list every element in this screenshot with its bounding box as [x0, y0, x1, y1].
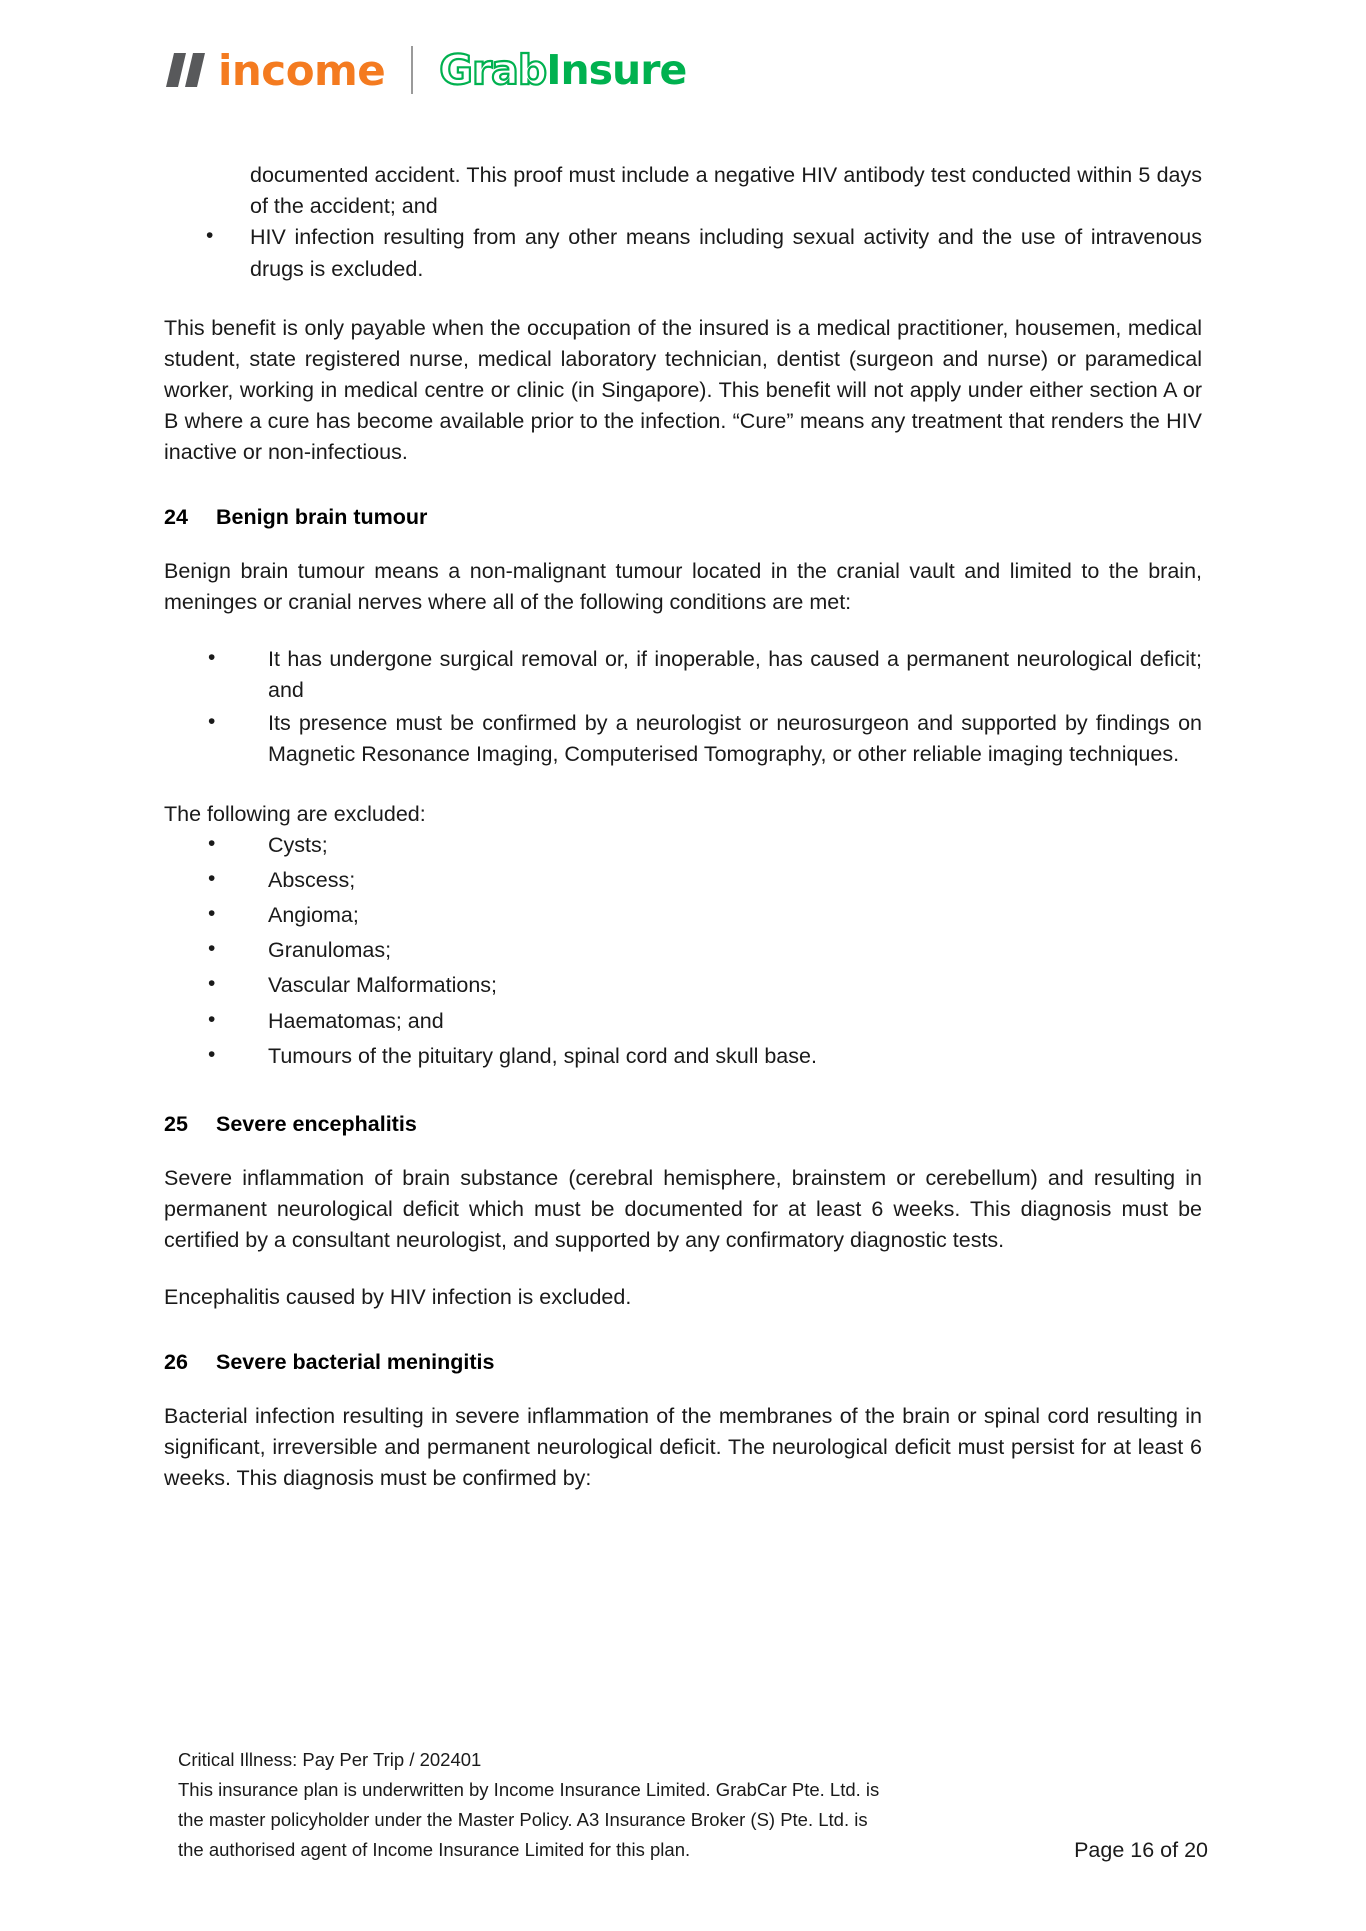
grab-wordmark: Grab	[439, 45, 547, 94]
list-item: • It has undergone surgical removal or, if inoperable, has caused a permanent neurological deficit; and	[164, 644, 1202, 706]
list-item: • HIV infection resulting from any other means including sexual activity and the use of intravenous drugs is excluded.	[164, 222, 1202, 284]
page-footer	[178, 1745, 1218, 1865]
section-24-intro: Benign brain tumour means a non-malignant tumour located in the cranial vault and limited to the brain, meninges or cranial nerves where all of the following conditions are met:	[164, 558, 1202, 614]
hiv-benefit-paragraph: This benefit is only payable when the occupation of the insured is a medical practitioner, housemen, medical student, state registered nurse, medical laboratory technician, dentist (surgeon and nurse) or paramedical worker, working in medical centre or clinic (in Singapore). This benefit will not apply under either section A or B where a cure has become available prior to the infection. “Cure” means any treatment that renders the HIV inactive or non-infectious.	[164, 315, 1202, 465]
section-25-paragraph-1: Severe inflammation of brain substance (cerebral hemisphere, brainstem or cerebellum) and resulting in permanent neurological deficit which must be documented for at least 6 weeks. This diagnosis must be certified by a consultant neurologist, and supported by any confirmatory diagnostic tests.	[164, 1165, 1202, 1253]
footer-line-4: the authorised agent of Income Insurance Limited for this plan.	[178, 1839, 691, 1861]
list-item: • Abscess;	[164, 865, 1202, 896]
list-item: • Cysts;	[164, 830, 1202, 861]
list-item: • Haematomas; and	[164, 1006, 1202, 1037]
hiv-exclusion-list	[164, 222, 1202, 284]
continued-bullet-paragraph: documented accident. This proof must include a negative HIV antibody test conducted within 5 days of the accident; and	[250, 163, 1202, 219]
continued-bullet-text	[250, 160, 1202, 222]
section-heading-25	[164, 1112, 1202, 1137]
section-25-paragraph-2: Encephalitis caused by HIV infection is excluded.	[164, 1285, 632, 1310]
list-item: • Angioma;	[164, 900, 1202, 931]
insure-wordmark: Insure	[546, 45, 687, 94]
section-number: 24	[164, 504, 188, 529]
list-item: • Vascular Malformations;	[164, 970, 1202, 1001]
list-item: • Tumours of the pituitary gland, spinal cord and skull base.	[164, 1041, 1202, 1072]
page-header	[0, 0, 1366, 140]
list-item: • Its presence must be confirmed by a neurologist or neurosurgeon and supported by findings on Magnetic Resonance Imaging, Computerised Tomography, or other reliable imaging techniques.	[164, 708, 1202, 770]
footer-line-3: the master policyholder under the Master Policy. A3 Insurance Broker (S) Pte. Ltd. is	[178, 1809, 868, 1831]
income-logo	[164, 46, 386, 95]
section-24-exclusions	[164, 830, 1202, 1072]
section-heading-26	[164, 1350, 1202, 1375]
list-item: • Granulomas;	[164, 935, 1202, 966]
page-number: Page 16 of 20	[1074, 1838, 1208, 1862]
footer-disclaimer	[178, 1745, 879, 1865]
section-title: Severe bacterial meningitis	[216, 1349, 495, 1374]
footer-line-1: Critical Illness: Pay Per Trip / 202401	[178, 1749, 482, 1771]
section-title: Benign brain tumour	[216, 504, 428, 529]
double-slash-icon	[164, 51, 208, 89]
section-24-exclusions-lead: The following are excluded:	[164, 801, 426, 826]
section-title: Severe encephalitis	[216, 1111, 417, 1136]
footer-line-2: This insurance plan is underwritten by Income Insurance Limited. GrabCar Pte. Ltd. is	[178, 1779, 880, 1801]
section-heading-24	[164, 505, 1202, 530]
section-number: 26	[164, 1349, 188, 1374]
grabinsure-logo	[439, 45, 687, 94]
document-body	[164, 160, 1202, 1494]
income-wordmark: income	[218, 46, 386, 95]
section-26-paragraph-1: Bacterial infection resulting in severe inflammation of the membranes of the brain or spinal cord resulting in significant, irreversible and permanent neurological deficit. The neurological deficit must persist for at least 6 weeks. This diagnosis must be confirmed by:	[164, 1403, 1202, 1490]
logo-divider	[411, 46, 413, 94]
section-24-conditions	[164, 644, 1202, 771]
logo-row	[164, 46, 686, 94]
section-number: 25	[164, 1111, 188, 1136]
